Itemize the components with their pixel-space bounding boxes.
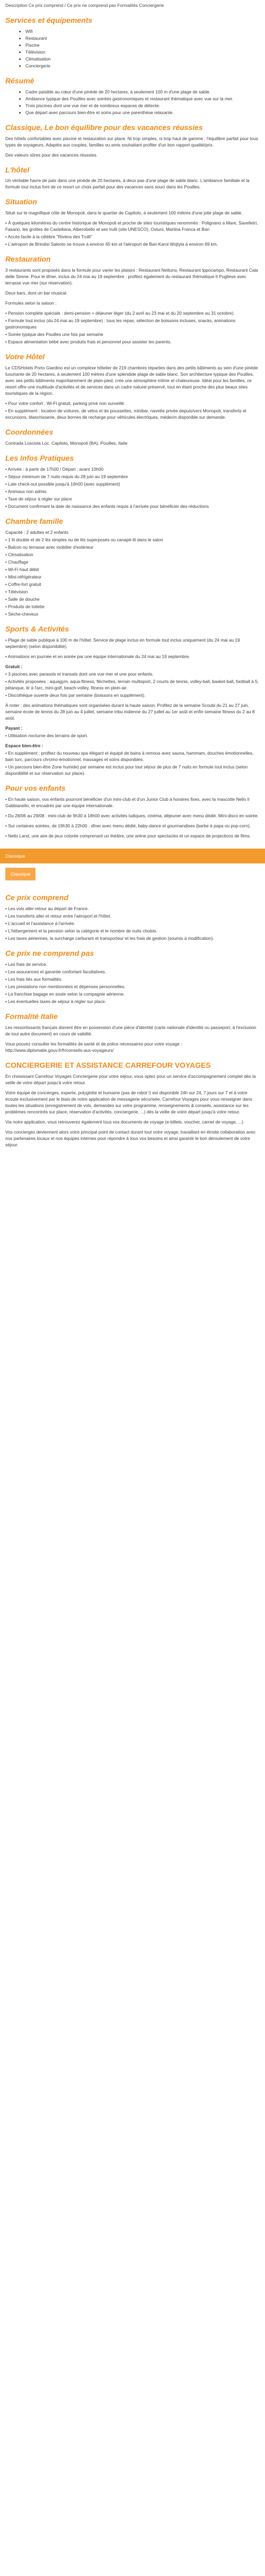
coordonnees-address: Contrada Losciola Loc. Capitolo, Monopoli (BA), Pouilles, Italie	[5, 440, 128, 446]
sports-note: À noter : des animations thématiques sont organisées durant la haute saison. Profitez de la semaine Scoubi du 21 au 27 juin, semaine école de tennis du 28 juin au 4 juillet, semaine tribu indienne du 27 juillet au 1er août et enfin semaine fitness du 2 au 8 août.	[5, 702, 255, 721]
spa-item: • Un parcours bien-être Zone humide) par semaine est inclus pour tout séjour de plus de 7 nuits en formule tout inclus (selon disponibilité et sur réservation sur place).	[5, 764, 248, 776]
list-item: • Télévision	[25, 49, 260, 55]
chambre-bed: • 1 lit double et de 2 lits simples ou de lits superposés ou canapé-lit dans le salon	[5, 537, 163, 542]
enfants-item: • Sur certaines soirées, de 19h30 à 22h00 : dîner avec menu dédié, baby-dance et gourmandises (barbe à papa ou pop-corn).	[5, 823, 251, 828]
conciergerie-paragraph: Vos concierges deviennent alors votre principal point de contact durant tout votre voyage, travaillant en étroite collaboration avec nos partenaires locaux et nos équipes internes pour répondre à tous vos besoins et ainsi garantir le bon déroulement de votre séjour.	[5, 1129, 256, 1148]
coordonnees-title: Coordonnées	[5, 428, 54, 437]
restauration-paragraph: Deux bars, dont un bar musical.	[5, 290, 68, 296]
conciergerie-paragraph: Votre équipe de concierges, experte, polyglotte et humaine (pas de robot !) est disponible 24h sur 24, 7 jours sur 7 et à votre écoute exclusivement par le biais de notre application de messagerie sécurisée, Carrefour Voyages pour vous renseigner dans toutes les situations (enregistrement de vols, demandes sur votre programme, renseignements & conseils, assistance sur les problèmes rencontrés sur place, réservation d'activités, conciergerie, ...) dès la veille de votre départ jusqu'à votre retour.	[5, 1090, 252, 1114]
prix-comprend-item: • Les taxes aériennes, la surcharge carburant et transporteur et les frais de gestion (soumis à modification).	[5, 936, 214, 941]
list-item: • Piscine	[25, 42, 260, 48]
hotel-paragraph: Un véritable havre de paix dans une pinède de 20 hectares, à deux pas d'une plage de sable blanc. L'ambiance familiale et la formule tout inclus font de ce resort un choix parfait pour des vacances sans souci dans les Pouilles.	[5, 178, 250, 190]
prix-ne-comprend-item: • Les assurances et garantie confortant facultatives.	[5, 969, 107, 975]
list-item: • Climatisation	[25, 56, 260, 62]
tab-classique-header[interactable]: Classique	[0, 849, 265, 863]
list-item: • Restaurant	[25, 35, 260, 41]
classique-paragraph: Des valeurs sûres pour des vacances réussies.	[5, 152, 98, 158]
prix-ne-comprend-item: • Les prestations non mentionnées et dépenses personnelles.	[5, 984, 126, 990]
list-item: • Wifi	[25, 28, 260, 34]
situation-bullet: • À quelques kilomètres du centre historique de Monopoli et proche de sites touristiques renommés : Polignano a Mare, Savelletri, Fasano, les grottes de Castellana, Alberobello et ses trulli (site UNESCO), Ostuni, Martina Franca et Bari	[5, 220, 258, 232]
sports-payant-label: Payant :	[5, 725, 23, 731]
enfants-item: • Du 28/06 au 29/08 : mini-club de 9h30 à 18h00 avec activités ludiques, cinéma, déjeuner avec menu dédié. Mini-disco en soirée.	[5, 812, 259, 818]
formalite-paragraph: Les ressortissants français doivent être en possession d'une pièce d'identité (carte nationale d'identité ou passeport, à l'exclusion de tout autre document) en cours de validité.	[5, 1025, 257, 1037]
conciergerie-paragraph: En choisissant Carrefour Voyages Conciergerie pour votre séjour, vous optez pour un service d'accompagnement complet dès la veille de votre départ jusqu'à votre retour.	[5, 1073, 256, 1085]
situation-paragraph: Situé sur le magnifique côte de Monopoli, dans le quartier de Capitolo, à seulement 100 mètres d'une jolie plage de sable.	[5, 210, 243, 216]
list-item: • Conciergerie	[25, 63, 260, 69]
hotel-title: L'hôtel	[5, 165, 30, 174]
chambre-item: • Chauffage	[5, 559, 29, 565]
restauration-bullet: • Soirée typique des Pouilles une fois par semaine	[5, 332, 103, 338]
votre-hotel-bullet: • Pour votre confort : Wi-Fi gratuit, parking privé non surveillé.	[5, 401, 126, 407]
situation-bullet: • L'aéroport de Brindisi Salento se trouve à environ 65 km et l'aéroport de Bari-Karol Wojtyla à environ 69 km.	[5, 241, 218, 247]
chambre-item: • Sèche-cheveux	[5, 611, 39, 617]
chambre-capacity: Capacité : 2 adultes et 2 enfants	[5, 529, 69, 535]
prix-comprend-item: • Les vols aller-retour au départ de France.	[5, 906, 89, 912]
infos-pratiques-title: Les Infos Pratiques	[5, 454, 74, 462]
restauration-paragraph: 3 restaurants sont proposés dans la formule pour varier les plaisirs : Restaurant Nettuno, Restaurant Ippocampo, Restaurant Cala delle Sirene. Pour le dîner, inclus du 24 mai au 19 septembre : profitez également du restaurant thématique Il Pugliese avec terrasse vue mer (sur réservation).	[5, 267, 258, 286]
prix-comprend-item: • Les transferts aller et retour entre l'aéroport et l'hôtel.	[5, 913, 111, 919]
restauration-bullet: • Pension complète spéciale : demi-pension + déjeuner léger (du 2 avril au 23 mai et du 20 septembre au 31 octobre).	[5, 310, 235, 316]
restauration-title: Restauration	[5, 255, 51, 264]
prix-comprend-item: • L'hébergement et la pension selon la catégorie et le nombre de nuits choisis.	[5, 928, 157, 934]
situation-title: Situation	[5, 197, 37, 206]
chambre-item: • Mini-réfrigérateur	[5, 574, 42, 580]
chambre-item: • Wi-Fi haut débit	[5, 566, 39, 572]
votre-hotel-title: Votre Hôtel	[5, 352, 45, 361]
sports-paragraph: • Animations en journée et en soirée par une équipe internationale du 24 mai au 19 septembre.	[5, 653, 190, 659]
restauration-bullet: • Espace alimentation bébé avec produits frais et personnel pour assister les parents.	[5, 339, 172, 345]
formalite-title: Formalité Italie	[5, 1012, 58, 1021]
prix-comprend-item: • L'accueil et l'assistance à l'arrivée.	[5, 921, 75, 927]
votre-hotel-bullet: • En supplément : location de voitures, de vélos et de poussettes, minibar, navette privée depuis/vers Monopoli, transferts et excursions, blanchisserie, deux bornes de recharge pour véhicules électriques, médecin disponible sur demande.	[5, 408, 246, 420]
list-item: • Cadre paisible au cœur d'une pinède de 20 hectares, à seulement 100 m d'une plage de sable.	[25, 89, 260, 95]
infos-item: • Arrivée : à partir de 17h00 / Départ : avant 10h00	[5, 466, 104, 472]
tab-classique[interactable]: Classique	[5, 868, 36, 880]
infos-item: • Late check-out possible jusqu'à 16h00 (avec supplément)	[5, 481, 120, 487]
spa-label: Espace bien-être :	[5, 742, 43, 748]
sports-payant-item: • Utilisation nocturne des terrains de sport.	[5, 732, 89, 738]
spa-item: • En supplément : profitez du nouveau spa élégant et équipé de bains à remous avec sauna, hammam, douches émotionnelles, bain turc, parcours chromo-émotionnel, massages et soins disponibles.	[5, 750, 254, 762]
list-item: • Ambiance typique des Pouilles avec soirées gastronomiques et restaurant thématique avec vue sur la mer.	[25, 96, 260, 102]
sports-gratuit-item: • Discothèque ouverte deux fois par semaine (boissons en supplément).	[5, 692, 146, 698]
sports-gratuit-label: Gratuit :	[5, 663, 23, 669]
infos-item: • Taxe de séjour à régler sur place	[5, 496, 72, 502]
classique-paragraph: Des hôtels confortables avec piscine et restauration sur place. Ni trop simples, ni trop haut de gamme : l'équilibre parfait pour tous types de voyageurs. Adaptés aux couples, familles ou amis souhaitant profiter d'un bon rapport qualité/prix.	[5, 135, 259, 148]
intro-text: Description Ce prix comprend / Ce prix ne comprend pas Formalités Conciergerie	[5, 3, 164, 8]
enfants-title: Pour vos enfants	[5, 783, 66, 792]
infos-item: • Document confirmant la date de naissance des enfants requis à l'arrivée pour bénéficier des réductions	[5, 503, 209, 509]
enfants-item: • Nello Land, une aire de jeux colorée comprenant un théâtre, une arène pour spectacles et un espace de projections de films.	[5, 833, 251, 839]
infos-item: • Séjour minimum de 7 nuits requis du 28 juin au 19 septembre	[5, 473, 128, 479]
conciergerie-paragraph: Via notre application, vous retrouverez également tous vos documents de voyage (e-billets, voucher, carnet de voyage, ...)	[5, 1119, 244, 1125]
restauration-bullet: • Formule tout inclus (du 24 mai au 19 septembre) : tous les repas, sélection de boissons incluses, snacks, animations gastronomiques	[5, 318, 236, 330]
prix-ne-comprend-item: • Les frais liés aux formalités.	[5, 976, 63, 982]
classique-title: Classique, Le bon équilibre pour des vacances réussies	[5, 123, 203, 132]
restauration-paragraph: Formules selon la saison :	[5, 300, 57, 306]
sports-paragraph: • Plage de sable publique à 100 m de l'hôtel. Service de plage inclus en formule tout inclus uniquement (du 24 mai au 19 septembre) (selon disponibilité).	[5, 637, 240, 649]
formalite-paragraph: Vous pouvez consulter les formalités de santé et de police nécessaires pour votre voyage : http://www.diplomatie.gouv.fr/fr/conseils-aux-voyageurs/	[5, 1041, 182, 1053]
chambre-item: • Balcon ou terrasse avec mobilier d'extérieur	[5, 544, 94, 550]
infos-item: • Animaux non admis	[5, 488, 47, 494]
services-title: Services et équipements	[5, 16, 93, 25]
sports-gratuit-item: • 3 piscines avec parasols et transats dont une vue mer et une pour enfants.	[5, 671, 154, 677]
prix-ne-comprend-item: • Les frais de service.	[5, 962, 47, 967]
chambre-item: • Coffre-fort gratuit	[5, 581, 41, 587]
chambre-item: • Télévision	[5, 589, 28, 594]
sports-gratuit-item: • Activités proposées : aquagym, aqua-fitness, fléchettes, terrain multisport, 2 courts de tennis, volley-ball, basket-ball, football à 5, pétanque, tir à l'arc, mini-golf, beach-volley, fitness en plein-air.	[5, 678, 259, 690]
prix-ne-comprend-item: • La franchise bagage en soute selon la compagnie aérienne.	[5, 991, 125, 997]
prix-ne-comprend-title: Ce prix ne comprend pas	[5, 949, 94, 958]
chambre-item: • Climatisation	[5, 551, 33, 557]
page-content	[0, 0, 265, 1162]
list-item: • Que départ avec parcours bien-être et soins pour une parenthèse relaxante.	[25, 109, 260, 116]
situation-bullet: • Accès facile à la célèbre "Riviera des Trulli"	[5, 234, 92, 240]
chambre-item: • Salle de douche	[5, 596, 40, 602]
services-list	[5, 28, 260, 69]
enfants-item: • En haute saison, vos enfants pourront bénéficier d'un mini-club et d'un Junior Club à horaires fixes, avec la mascotte Nello il Gabbianello, et encadrés par une équipe internationale.	[5, 796, 250, 808]
chambre-title: Chambre famille	[5, 516, 63, 525]
prix-ne-comprend-item: • Les éventuelles taxes de séjour à régler sur place.	[5, 999, 107, 1005]
chambre-item: • Produits de toilette	[5, 603, 45, 609]
conciergerie-title: CONCIERGERIE ET ASSISTANCE CARREFOUR VOYAGES	[5, 1061, 211, 1070]
prix-comprend-title: Ce prix comprend	[5, 893, 69, 902]
votre-hotel-paragraph: Le CDSHotels Porto Giardino est un complexe hôtelier de 219 chambres réparties dans des petits bâtiments au sein d'une pinède luxuriante de 20 hectares, à seulement 100 mètres d'une splendide plage de sable blanc. Son architecture typique des Pouilles, avec ses petits bâtiments majoritairement de plain-pied, crée une atmosphère intime et chaleureuse. Idéal pour les familles, ce resort offre une multitude d'activités et de services dans un cadre naturel préservé, tout en étant proche des plus beaux sites touristiques de la région.	[5, 365, 258, 396]
list-item: • Trois piscines dont une vue mer et de nombreux espaces de détente.	[25, 102, 260, 109]
sports-title: Sports & Activités	[5, 624, 69, 633]
resume-list	[5, 89, 260, 116]
resume-title: Résumé	[5, 76, 34, 85]
